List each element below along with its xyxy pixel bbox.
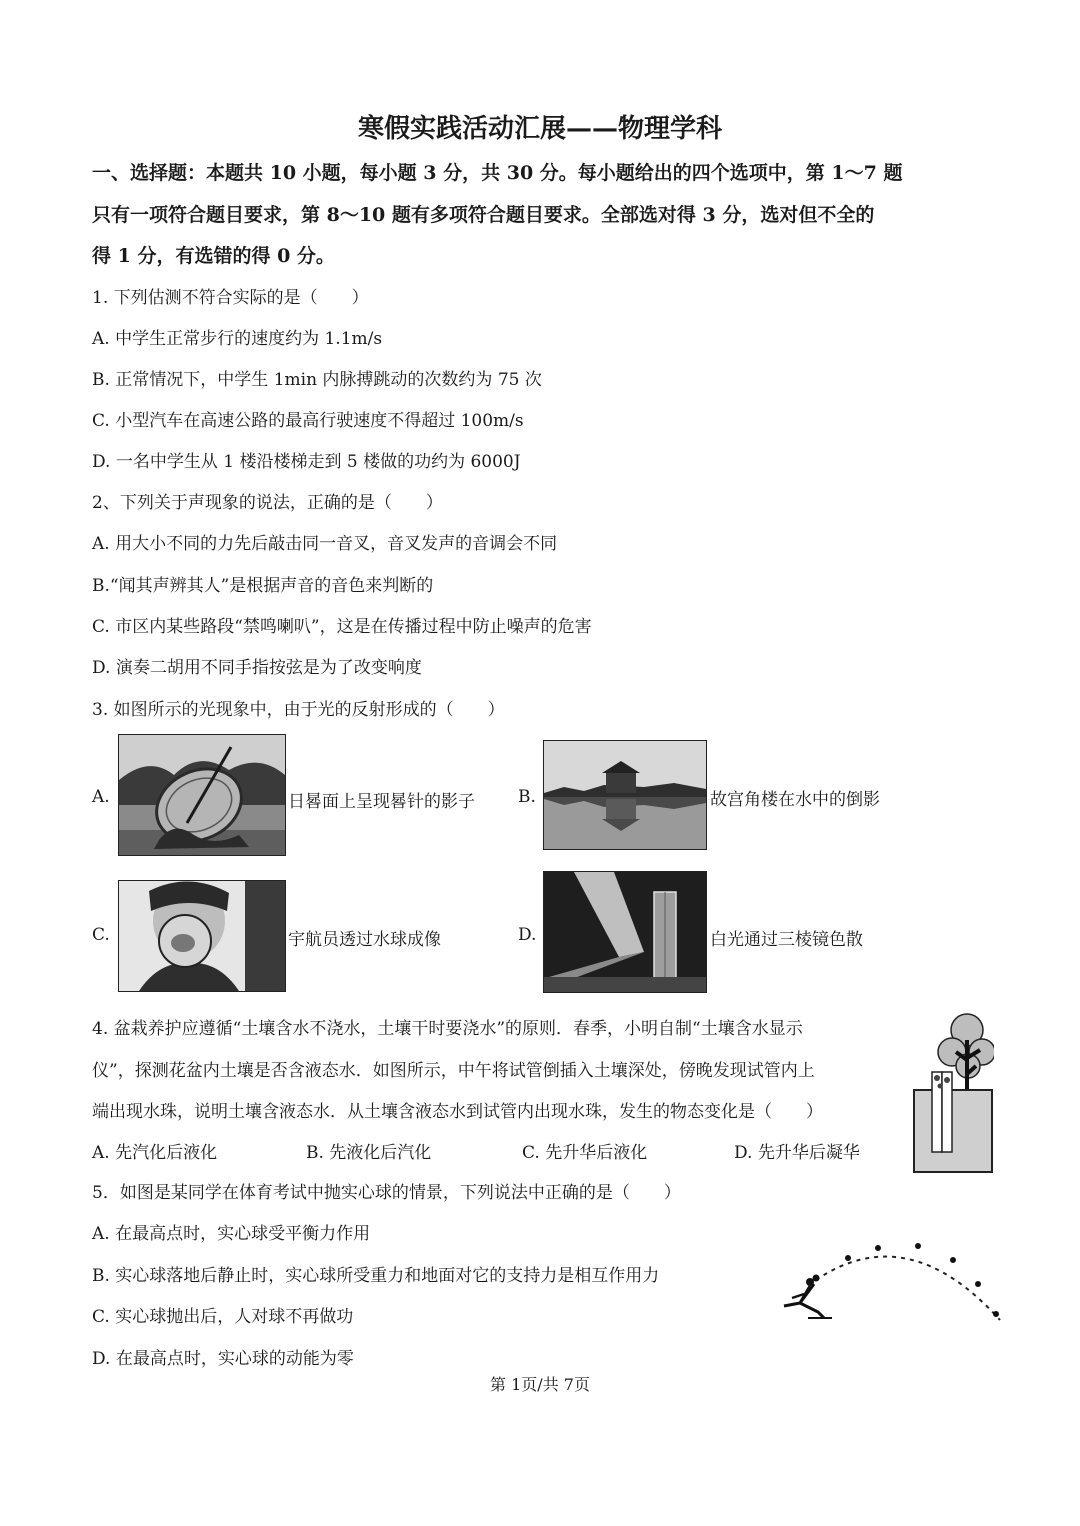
q3-option-a-caption: 日晷面上呈现晷针的影子: [288, 792, 475, 812]
q5-option-d: D. 在最高点时，实心球的动能为零: [92, 1349, 354, 1369]
q2-option-c: C. 市区内某些路段“禁鸣喇叭”，这是在传播过程中防止噪声的危害: [92, 617, 592, 637]
page-title: 寒假实践活动汇展——物理学科: [357, 114, 722, 144]
q3-option-b-label: B.: [518, 787, 536, 807]
q5-option-c: C. 实心球抛出后，人对球不再做功: [92, 1307, 354, 1327]
shot-throw-diagram: [778, 1228, 1006, 1324]
q1-option-a: A. 中学生正常步行的速度约为 1.1m/s: [92, 329, 383, 349]
q3-option-d-label: D.: [518, 925, 537, 945]
q1-option-b: B. 正常情况下，中学生 1min 内脉搏跳动的次数约为 75 次: [92, 370, 542, 390]
q3-option-a-label: A.: [92, 787, 110, 807]
q2-option-a: A. 用大小不同的力先后敲击同一音叉，音叉发声的音调会不同: [92, 534, 558, 554]
q4-stem-line2: 仪”，探测花盆内土壤是否含液态水．如图所示，中午将试管倒插入土壤深处，傍晚发现试管内上: [92, 1061, 815, 1081]
q5-option-b: B. 实心球落地后静止时，实心球所受重力和地面对它的支持力是相互作用力: [92, 1266, 660, 1286]
q4-stem-line3: 端出现水珠，说明土壤含液态水．从土壤含液态水到试管内出现水珠，发生的物态变化是（ ）: [92, 1102, 823, 1122]
q2-option-d: D. 演奏二胡用不同手指按弦是为了改变响度: [92, 658, 422, 678]
q2-option-b: B.“闻其声辨其人”是根据声音的音色来判断的: [92, 576, 434, 596]
q1-option-c: C. 小型汽车在高速公路的最高行驶速度不得超过 100m/s: [92, 411, 524, 431]
q3-option-c-caption: 宇航员透过水球成像: [288, 930, 441, 950]
section-instructions-line2: 只有一项符合题目要求，第 8～10 题有多项符合题目要求。全部选对得 3 分，选对但不全的: [92, 204, 875, 226]
water-sphere-photo: [118, 880, 286, 992]
q3-option-c-label: C.: [92, 925, 110, 945]
q5-stem: 5．如图是某同学在体育考试中抛实心球的情景，下列说法中正确的是（ ）: [92, 1183, 681, 1203]
sundial-photo: [118, 734, 286, 856]
page-footer: 第 1页/共 7页: [490, 1375, 590, 1394]
q4-option-b: B. 先液化后汽化: [306, 1143, 432, 1163]
q4-option-d: D. 先升华后凝华: [734, 1143, 860, 1163]
q4-option-c: C. 先升华后液化: [522, 1143, 648, 1163]
section-instructions-line3: 得 1 分，有选错的得 0 分。: [92, 245, 335, 267]
q3-option-b-caption: 故宫角楼在水中的倒影: [710, 790, 880, 810]
palace-reflection-photo: [543, 740, 707, 850]
q1-stem: 1. 下列估测不符合实际的是（ ）: [92, 288, 369, 308]
q3-option-d-caption: 白光通过三棱镜色散: [710, 930, 863, 950]
section-instructions-line1: 一、选择题：本题共 10 小题，每小题 3 分，共 30 分。每小题给出的四个选项中，第 1～7 题: [92, 162, 903, 184]
soil-moisture-diagram: [912, 1010, 994, 1174]
q5-option-a: A. 在最高点时，实心球受平衡力作用: [92, 1224, 371, 1244]
q3-stem: 3. 如图所示的光现象中，由于光的反射形成的（ ）: [92, 700, 505, 720]
q4-option-a: A. 先汽化后液化: [92, 1143, 218, 1163]
q1-option-d: D. 一名中学生从 1 楼沿楼梯走到 5 楼做的功约为 6000J: [92, 452, 521, 472]
q2-stem: 2、下列关于声现象的说法，正确的是（ ）: [92, 493, 443, 513]
q4-stem-line1: 4. 盆栽养护应遵循“土壤含水不浇水，土壤干时要浇水”的原则．春季，小明自制“土壤含水显示: [92, 1019, 803, 1039]
prism-dispersion-photo: [543, 871, 707, 993]
